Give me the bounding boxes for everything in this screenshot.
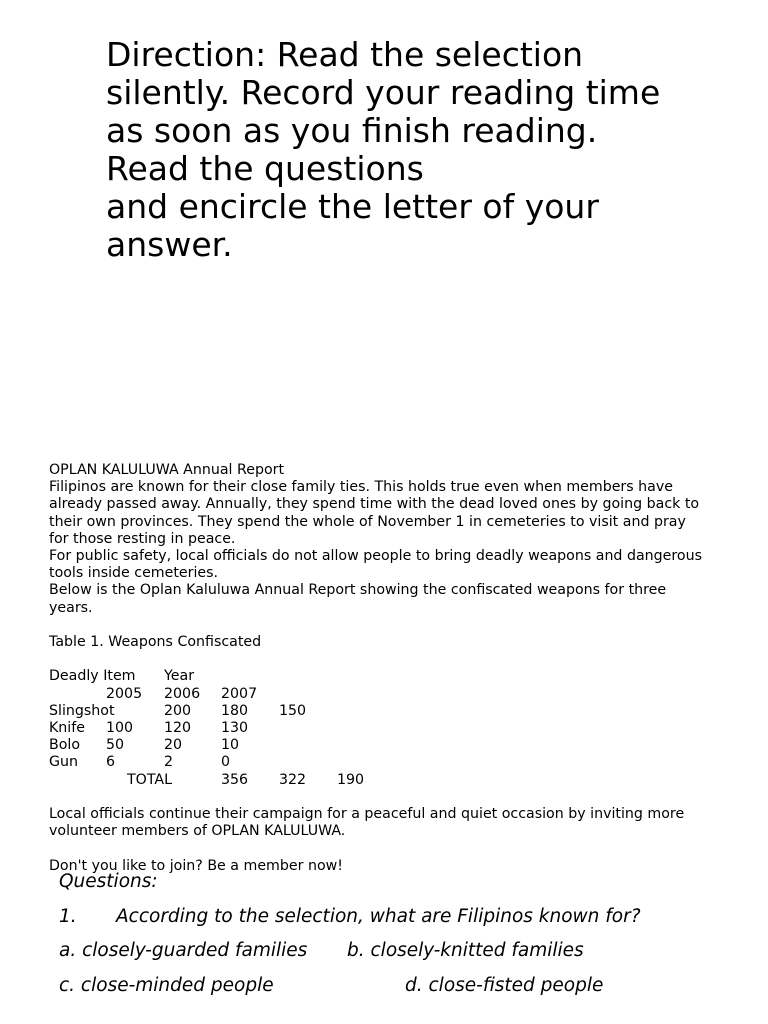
choice-d[interactable]: d. close-fisted people xyxy=(405,975,604,996)
year-cell: 2006 xyxy=(164,685,201,702)
value-cell: 130 xyxy=(221,719,249,736)
report-title: OPLAN KALULUWA Annual Report xyxy=(49,462,285,478)
value-cell: 200 xyxy=(164,702,192,719)
paragraph-line: years. xyxy=(49,599,93,616)
table-row xyxy=(49,737,729,754)
value-cell: 180 xyxy=(221,702,249,719)
direction-line: Direction: Read the selection xyxy=(106,35,584,74)
paragraph-line: their own provinces. They spend the whole of November 1 in cemeteries to visit and pray xyxy=(49,513,686,530)
direction-heading xyxy=(106,36,746,264)
item-cell: Bolo xyxy=(49,737,81,754)
value-cell: 150 xyxy=(279,702,307,719)
table-caption: Table 1. Weapons Confiscated xyxy=(49,634,262,651)
weapons-table xyxy=(49,668,729,788)
value-cell: 50 xyxy=(106,737,125,754)
table-years-row xyxy=(49,686,729,703)
year-cell: 2007 xyxy=(221,685,258,702)
question-1 xyxy=(59,906,759,930)
value-cell: 2 xyxy=(164,754,174,771)
questions-heading: Questions: xyxy=(59,871,158,892)
closing-line: volunteer members of OPLAN KALULUWA. xyxy=(49,823,346,840)
question-text: According to the selection, what are Filipinos known for? xyxy=(116,906,641,927)
direction-line: silently. Record your reading time xyxy=(106,73,661,112)
value-cell: 120 xyxy=(164,719,192,736)
total-label: TOTAL xyxy=(127,771,173,788)
value-cell: 6 xyxy=(106,754,116,771)
choice-row xyxy=(59,940,759,964)
choice-b[interactable]: b. closely-knitted families xyxy=(347,940,584,961)
direction-line: Read the questions xyxy=(106,149,424,188)
paragraph-line: Below is the Oplan Kaluluwa Annual Report showing the confiscated weapons for three xyxy=(49,582,667,599)
direction-line: as soon as you finish reading. xyxy=(106,111,598,150)
choice-row xyxy=(59,975,759,999)
header-item: Deadly Item xyxy=(49,668,136,685)
item-cell: Gun xyxy=(49,754,78,771)
value-cell: 100 xyxy=(106,719,134,736)
paragraph-line: for those resting in peace. xyxy=(49,530,236,547)
choice-a[interactable]: a. closely-guarded families xyxy=(59,940,308,961)
direction-line: answer. xyxy=(106,225,233,264)
value-cell: 0 xyxy=(221,754,231,771)
header-year: Year xyxy=(164,668,195,685)
table-row xyxy=(49,703,729,720)
total-cell: 322 xyxy=(279,771,307,788)
table-row xyxy=(49,720,729,737)
paragraph-line: For public safety, local officials do not allow people to bring deadly weapons and dangerous xyxy=(49,548,702,565)
total-cell: 190 xyxy=(337,771,365,788)
total-cell: 356 xyxy=(221,771,249,788)
paragraph-line: tools inside cemeteries. xyxy=(49,565,219,582)
question-number: 1. xyxy=(59,906,77,927)
paragraph-line: Filipinos are known for their close family ties. This holds true even when members have xyxy=(49,479,673,496)
report-section xyxy=(49,462,729,874)
call-to-action: Don't you like to join? Be a member now! xyxy=(49,857,343,874)
item-cell: Knife xyxy=(49,719,85,736)
value-cell: 20 xyxy=(164,737,183,754)
direction-line: and encircle the letter of your xyxy=(106,187,599,226)
year-cell: 2005 xyxy=(106,685,143,702)
choice-c[interactable]: c. close-minded people xyxy=(59,975,274,996)
item-cell: Slingshot xyxy=(49,702,115,719)
closing-line: Local officials continue their campaign for a peaceful and quiet occasion by inviting more xyxy=(49,805,685,822)
value-cell: 10 xyxy=(221,737,240,754)
paragraph-line: already passed away. Annually, they spend time with the dead loved ones by going back to xyxy=(49,496,700,513)
table-total-row xyxy=(49,772,729,789)
table-row xyxy=(49,754,729,771)
table-header-row xyxy=(49,668,729,685)
